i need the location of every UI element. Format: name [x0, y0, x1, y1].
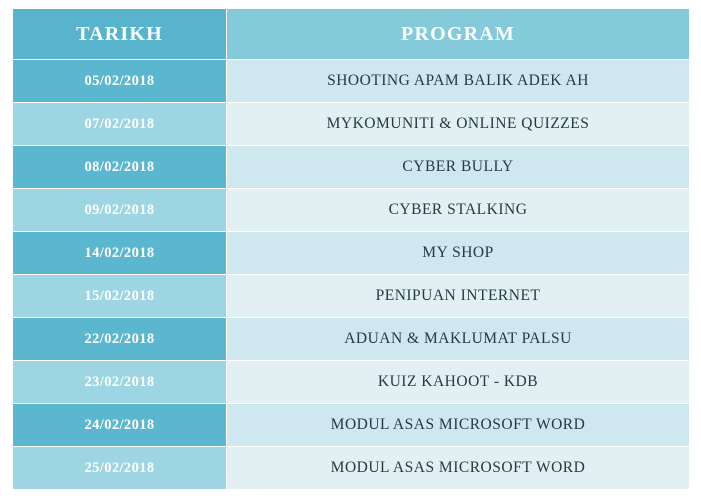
cell-date: 05/02/2018: [13, 60, 227, 103]
cell-program: MYKOMUNITI & ONLINE QUIZZES: [227, 103, 690, 146]
table-row: [13, 60, 690, 103]
cell-program: MY SHOP: [227, 232, 690, 275]
cell-program: CYBER STALKING: [227, 189, 690, 232]
cell-program: MODUL ASAS MICROSOFT WORD: [227, 404, 690, 447]
cell-program: ADUAN & MAKLUMAT PALSU: [227, 318, 690, 361]
cell-date: 14/02/2018: [13, 232, 227, 275]
cell-program: CYBER BULLY: [227, 146, 690, 189]
cell-date: 07/02/2018: [13, 103, 227, 146]
cell-date: 15/02/2018: [13, 275, 227, 318]
cell-program: MODUL ASAS MICROSOFT WORD: [227, 447, 690, 490]
cell-date: 08/02/2018: [13, 146, 227, 189]
cell-program: KUIZ KAHOOT - KDB: [227, 361, 690, 404]
table-header: [13, 9, 690, 60]
cell-date: 09/02/2018: [13, 189, 227, 232]
table-row: [13, 103, 690, 146]
table-row: [13, 404, 690, 447]
cell-program: SHOOTING APAM BALIK ADEK AH: [227, 60, 690, 103]
schedule-table: [12, 8, 690, 490]
cell-date: 23/02/2018: [13, 361, 227, 404]
column-header-program: PROGRAM: [227, 9, 690, 60]
table-row: [13, 447, 690, 490]
cell-program: PENIPUAN INTERNET: [227, 275, 690, 318]
table-row: [13, 318, 690, 361]
table-row: [13, 189, 690, 232]
table-row: [13, 232, 690, 275]
cell-date: 22/02/2018: [13, 318, 227, 361]
cell-date: 24/02/2018: [13, 404, 227, 447]
table-body: [13, 60, 690, 490]
table-row: [13, 146, 690, 189]
table-row: [13, 361, 690, 404]
table-row: [13, 275, 690, 318]
column-header-date: TARIKH: [13, 9, 227, 60]
cell-date: 25/02/2018: [13, 447, 227, 490]
table-header-row: [13, 9, 690, 60]
